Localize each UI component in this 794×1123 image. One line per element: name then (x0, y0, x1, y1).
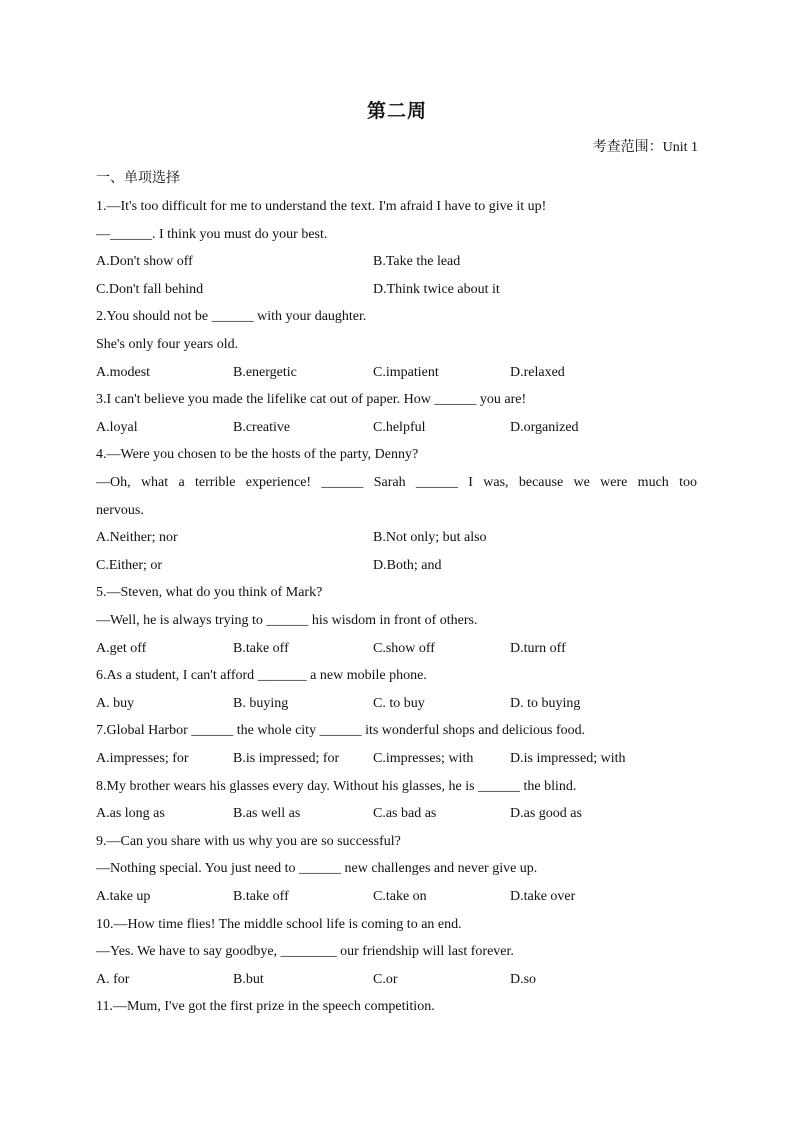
question-10-option-c[interactable]: C.or (373, 971, 398, 987)
question-8-option-d[interactable]: D.as good as (510, 806, 582, 822)
question-9-option-c[interactable]: C.take on (373, 889, 427, 904)
question-7-option-b[interactable]: B.is impressed; for (233, 751, 340, 766)
question-10-stem-line: 10.—How time flies! The middle school life is coming to an end. (96, 916, 462, 932)
question-8-option-a[interactable]: A.as long as (96, 806, 165, 822)
question-10-option-b[interactable]: B.but (233, 971, 264, 987)
question-2-option-b[interactable]: B.energetic (233, 364, 297, 380)
question-2-stem-line: She's only four years old. (96, 337, 239, 352)
question-4-stem-line: —Oh, what a terrible experience! ______ Sarah ______ I was, because we were much too (96, 475, 697, 490)
question-10-option-a[interactable]: A. for (96, 971, 130, 987)
question-5-stem-line: 5.—Steven, what do you think of Mark? (96, 585, 323, 601)
question-5-option-a[interactable]: A.get off (96, 640, 147, 656)
question-6-option-d[interactable]: D. to buying (510, 695, 581, 711)
question-4-option-c[interactable]: C.Either; or (96, 557, 163, 573)
question-7-option-d[interactable]: D.is impressed; with (510, 751, 626, 766)
question-2-option-d[interactable]: D.relaxed (510, 364, 565, 380)
question-4-stem-line: nervous. (96, 502, 144, 518)
section-heading: 一、单项选择 (96, 170, 180, 186)
question-4-option-a[interactable]: A.Neither; nor (96, 530, 178, 546)
question-8-option-c[interactable]: C.as bad as (373, 806, 437, 822)
question-3-option-c[interactable]: C.helpful (373, 419, 426, 435)
page-title: 第二周 (366, 100, 427, 122)
question-11-stem-line: 11.—Mum, I've got the first prize in the speech competition. (96, 999, 435, 1015)
question-6-stem-line: 6.As a student, I can't afford _______ a new mobile phone. (96, 668, 427, 684)
question-4-option-d[interactable]: D.Both; and (373, 557, 442, 573)
question-3-stem-line: 3.I can't believe you made the lifelike cat out of paper. How ______ you are! (96, 392, 527, 408)
question-9-option-b[interactable]: B.take off (233, 889, 289, 904)
question-9-option-d[interactable]: D.take over (510, 889, 576, 904)
question-5-option-d[interactable]: D.turn off (510, 640, 566, 656)
question-5-option-b[interactable]: B.take off (233, 640, 289, 656)
question-3-option-d[interactable]: D.organized (510, 419, 579, 435)
question-1-stem-line: 1.—It's too difficult for me to understand the text. I'm afraid I have to give it up! (96, 199, 547, 214)
scope-label: 考查范围：Unit 1 (592, 140, 698, 155)
question-9-stem-line: —Nothing special. You just need to ______ new challenges and never give up. (96, 861, 538, 877)
question-2-option-a[interactable]: A.modest (96, 364, 151, 380)
question-5-option-c[interactable]: C.show off (373, 640, 435, 656)
question-10-option-d[interactable]: D.so (510, 971, 537, 987)
question-1-option-c[interactable]: C.Don't fall behind (96, 281, 204, 297)
question-5-stem-line: —Well, he is always trying to ______ his wisdom in front of others. (96, 613, 478, 628)
question-8-option-b[interactable]: B.as well as (233, 806, 301, 822)
question-3-option-a[interactable]: A.loyal (96, 419, 138, 435)
question-9-stem-line: 9.—Can you share with us why you are so successful? (96, 833, 401, 849)
question-1-option-b[interactable]: B.Take the lead (373, 254, 461, 270)
question-7-stem-line: 7.Global Harbor ______ the whole city ______ its wonderful shops and delicious food. (96, 723, 586, 739)
question-1-option-a[interactable]: A.Don't show off (96, 254, 193, 270)
question-8-stem-line: 8.My brother wears his glasses every day. Without his glasses, he is ______ the blind. (96, 778, 577, 794)
question-10-stem-line: —Yes. We have to say goodbye, ________ our friendship will last forever. (96, 944, 514, 960)
question-9-option-a[interactable]: A.take up (96, 889, 151, 904)
question-6-option-b[interactable]: B. buying (233, 695, 289, 711)
question-6-option-c[interactable]: C. to buy (373, 695, 425, 711)
question-6-option-a[interactable]: A. buy (96, 695, 135, 711)
question-2-option-c[interactable]: C.impatient (373, 364, 439, 380)
question-1-option-d[interactable]: D.Think twice about it (373, 281, 500, 297)
question-4-stem-line: 4.—Were you chosen to be the hosts of the party, Denny? (96, 447, 419, 463)
question-7-option-c[interactable]: C.impresses; with (373, 751, 474, 766)
question-2-stem-line: 2.You should not be ______ with your daughter. (96, 309, 367, 325)
question-3-option-b[interactable]: B.creative (233, 419, 291, 435)
question-7-option-a[interactable]: A.impresses; for (96, 751, 189, 766)
question-4-option-b[interactable]: B.Not only; but also (373, 530, 487, 546)
question-1-stem-line: —______. I think you must do your best. (96, 226, 328, 242)
